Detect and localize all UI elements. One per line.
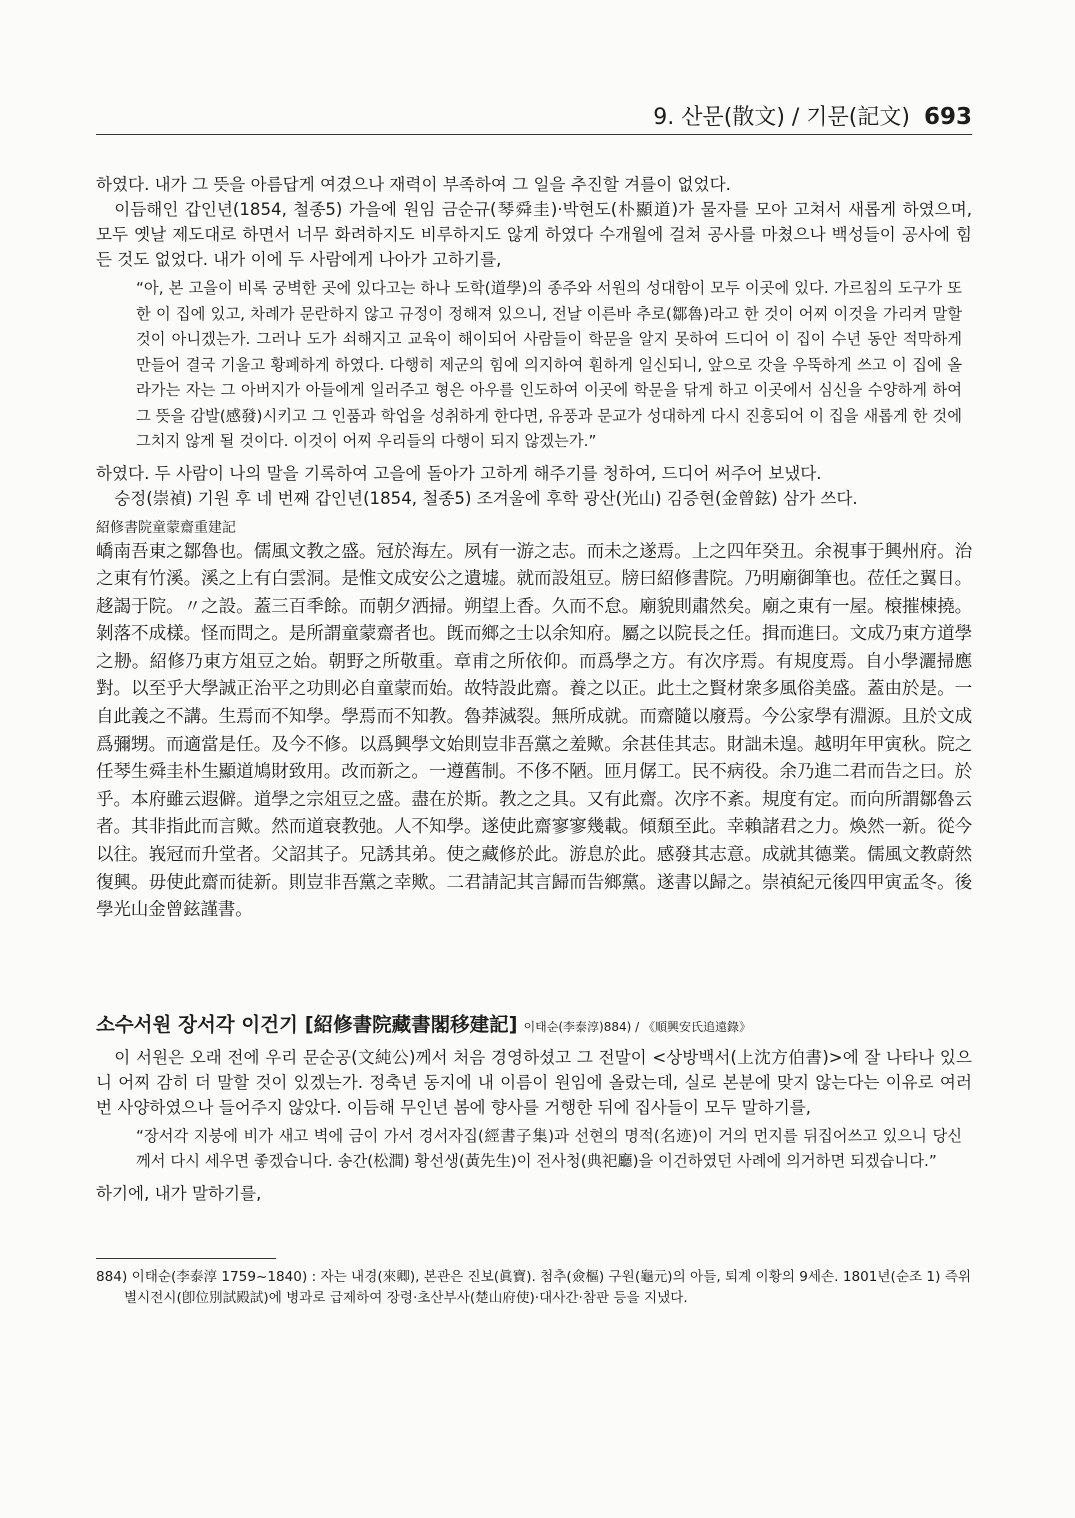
original-text-body: 嶠南吾東之鄒魯也。儒風文教之盛。冠於海左。夙有一游之志。而未之遂焉。上之四年癸丑。余視事于興州府。治之東有竹溪。溪之上有白雲洞。是惟文成安公之遺墟。就而設俎豆。牓曰紹修書院。乃明廟御筆也。莅任之翼日。趍謁于院。〃之設。蓋三百秊餘。而朝夕洒掃。朔望上香。久而不怠。廟貌則肅然矣。廟之東有一屋。榱摧棟撓。剝落不成樣。怪而問之。是所謂童蒙齋者也。旣而鄉之士以余知府。屬之以院長之任。揖而進曰。文成乃東方道學之刱。紹修乃東方俎豆之始。朝野之所敬重。章甫之所依仰。而爲學之方。有次序焉。有規度焉。自小學灑掃應對。以至乎大學誠正治平之功則必自童蒙而始。故特設此齋。養之以正。此土之賢材衆多風俗美盛。蓋由於是。一自此義之不講。生焉而不知學。學焉而不知教。魯莽滅裂。無所成就。而齋隨以廢焉。今公家學有淵源。且於文成爲彌甥。而適當是任。及今不修。以爲興學文始則豈非吾黨之羞歟。余甚佳其志。財詘未遑。越明年甲寅秋。院之任琴生舜圭朴生顯道鳩財致用。改而新之。一遵舊制。不侈不陋。匝月僝工。民不病役。余乃進二君而告之曰。於乎。本府雖云遐僻。道學之宗俎豆之盛。盡在於斯。教之之具。又有此齋。次序不紊。規度有定。而向所謂鄒魯云者。其非指此而言歟。然而道衰教弛。人不知學。遂使此齋寥寥幾載。傾頹至此。幸賴諸君之力。煥然一新。從今以往。峩冠而升堂者。父詔其子。兄誘其弟。使之藏修於此。游息於此。感發其志意。成就其德業。儒風文教蔚然復興。毋使此齋而徒新。則豈非吾黨之幸歟。二君請記其言歸而告鄉黨。遂書以歸之。崇禎紀元後四甲寅孟冬。後學光山金曾鉉謹書。 — [96, 541, 972, 921]
running-header — [96, 104, 972, 135]
body-paragraph: 숭정(崇禎) 기원 후 네 번째 갑인년(1854, 철종5) 조겨울에 후학 광산(光山) 김증현(金曾鉉) 삼가 쓰다. — [114, 488, 858, 508]
page-content — [96, 172, 972, 1309]
footnote-divider — [96, 1258, 276, 1259]
section-heading — [96, 1011, 972, 1041]
page-number: 693 — [923, 104, 972, 130]
section-title: 소수서원 장서각 이건기 [紹修書院藏書閣移建記] — [96, 1012, 518, 1036]
footnote: 884) 이태순(李泰淳 1759~1840) : 자는 내경(來卿), 본관은 진보(眞寶). 첨추(僉樞) 구원(龜元)의 아들, 퇴계 이황의 9세손. 1801년(순조 1) 즉위별시전시(卽位別試殿試)에 병과로 급제하여 장령·초산부사(楚山府使)·대사간·참판 등을 지냈다. — [96, 1268, 971, 1306]
body-paragraph: 이 서원은 오래 전에 우리 문순공(文純公)께서 처음 경영하셨고 그 전말이 <상방백서(上沈方伯書)>에 잘 나타나 있으니 어찌 감히 더 말할 것이 있겠는가. 정축년 동지에 내 이름이 원임에 올랐는데, 실로 본분에 맞지 않는다는 이유로 여러 번 사양하였으나 들어주지 않았다. 이듬해 무인년 봄에 향사를 거행한 뒤에 집사들이 모두 말하기를, — [96, 1047, 972, 1117]
original-text-title: 紹修書院童蒙齋重建記 — [96, 519, 236, 536]
body-paragraph: 하였다. 내가 그 뜻을 아름답게 여겼으나 재력이 부족하여 그 일을 추진할 겨를이 없었다. — [96, 175, 731, 194]
block-quote: “아, 본 고을이 비록 궁벽한 곳에 있다고는 하나 도학(道學)의 종주와 서원의 성대함이 모두 이곳에 있다. 가르침의 도구가 또한 이 집에 있고, 차례가 문란하지 않고 규정이 정해져 있으니, 전날 이른바 추로(鄒魯)라고 한 것이 어찌 이것을 가리켜 말할 것이 아니겠는가. 그러나 도가 쇠해지고 교육이 해이되어 사람들이 학문을 알지 못하여 드디어 이 집이 수년 동안 적막하게 만들어 결국 기울고 황폐하게 하였다. 다행히 제군의 힘에 의지하여 훤하게 일신되니, 앞으로 갓을 우뚝하게 쓰고 이 집에 올라가는 자는 그 아버지가 아들에게 일러주고 형은 아우를 인도하여 이곳에 학문을 닦게 하고 이곳에서 심신을 수양하게 하여 그 뜻을 감발(感發)시키고 그 인품과 학업을 성취하게 한다면, 유풍과 문교가 성대하게 다시 진흥되어 이 집을 새롭게 한 것에 그치지 않게 될 것이다. 이것이 어찌 우리들의 다행이 되지 않겠는가.” — [136, 279, 962, 450]
chapter-title: 9. 산문(散文) / 기문(記文) — [653, 105, 910, 130]
section-source: 이태순(李泰淳)884) / 《順興安氏追遠錄》 — [523, 1019, 751, 1034]
body-paragraph: 하였다. 두 사람이 나의 말을 기록하여 고을에 돌아가 고하게 해주기를 청하여, 드디어 써주어 보냈다. — [96, 463, 822, 483]
block-quote: “장서각 지붕에 비가 새고 벽에 금이 가서 경서자집(經書子集)과 선현의 명적(名迹)이 거의 먼지를 뒤집어쓰고 있으니 당신께서 다시 세우면 좋겠습니다. 송간(松澗) 황선생(黃先生)이 전사청(典祀廳)을 이건하였던 사례에 의거하면 되겠습니다.” — [136, 1126, 962, 1171]
body-paragraph: 이듬해인 갑인년(1854, 철종5) 가을에 원임 금순규(琴舜圭)·박현도(朴顯道)가 물자를 모아 고쳐서 새롭게 하였으며, 모두 옛날 제도대로 하면서 너무 화려하지도 비루하지도 않게 하였다 수개월에 걸쳐 공사를 마쳤으나 백성들이 공사에 힘든 것도 없었다. 내가 이에 두 사람에게 나아가 고하기를, — [96, 200, 972, 269]
body-paragraph: 하기에, 내가 말하기를, — [96, 1183, 262, 1203]
